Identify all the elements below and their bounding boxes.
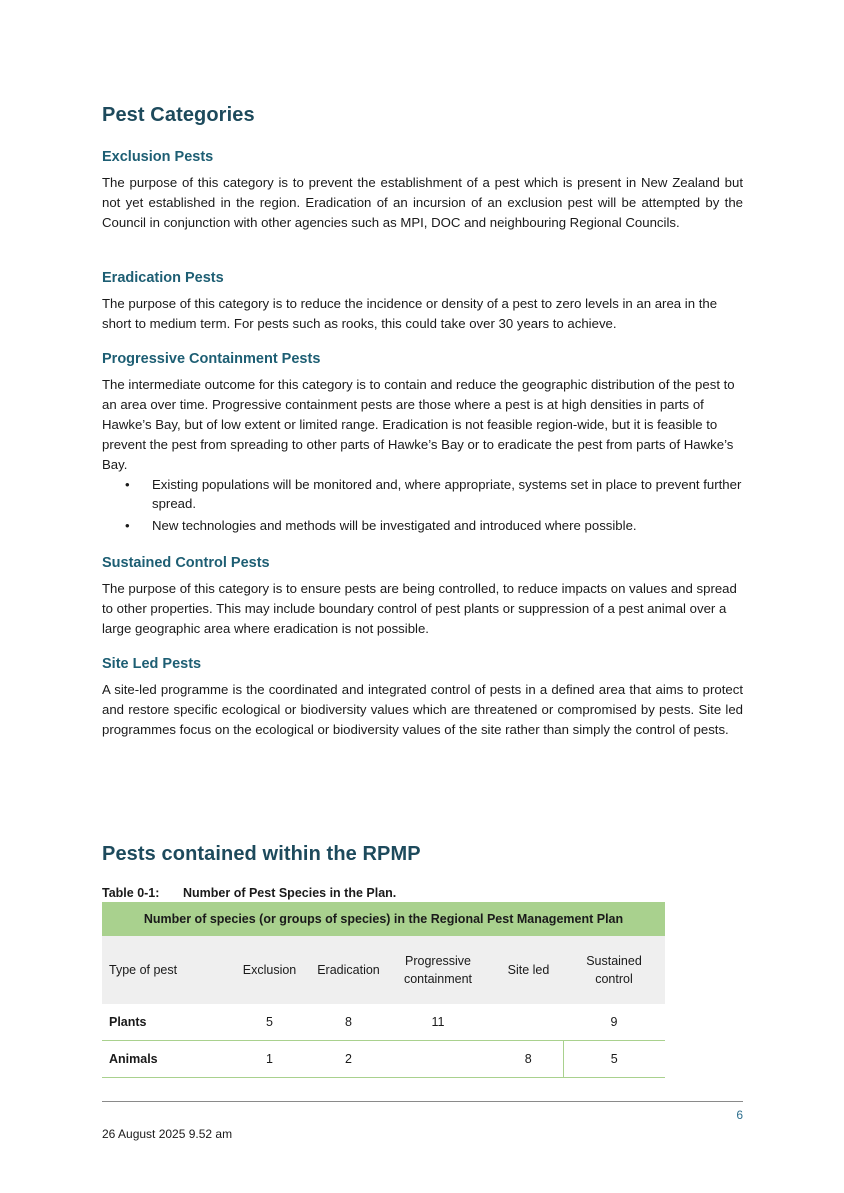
paragraph-eradication-pests: The purpose of this category is to reduce the incidence or density of a pest to zero levels in an area in the short to medium term. For pests such as rooks, this could take over 30 years to achieve. bbox=[102, 296, 718, 331]
table-row-animals bbox=[102, 1041, 665, 1078]
column-header-sustained-line-2: control bbox=[595, 972, 633, 986]
paragraph-sustained-control-pests: The purpose of this category is to ensure pests are being controlled, to reduce impacts on values and spread to other properties. This may include boundary control of pest plants or suppression of a pest animal over a large geographic area where eradication is not possible. bbox=[102, 581, 737, 636]
cell-site-led bbox=[494, 1004, 563, 1041]
row-label: Plants bbox=[102, 1004, 224, 1041]
row-label: Animals bbox=[102, 1041, 224, 1078]
bullet-icon: • bbox=[125, 477, 130, 492]
table-caption bbox=[102, 886, 396, 900]
column-header-exclusion: Exclusion bbox=[224, 936, 315, 1004]
progressive-containment-bullet-list bbox=[102, 475, 743, 538]
column-header-progressive-line-1: Progressive bbox=[405, 954, 471, 968]
cell-progressive: 11 bbox=[382, 1004, 494, 1041]
paragraph-site-led-pests: A site-led programme is the coordinated and integrated control of pests in a defined area that aims to protect and restore specific ecological or biodiversity values which are threatened or compromised by pests. Site led programmes focus on the ecological or biodiversity values of the site rather than simply the control of pests. bbox=[102, 682, 743, 737]
heading-progressive-containment-pests: Progressive Containment Pests bbox=[102, 351, 321, 367]
column-header-type: Type of pest bbox=[102, 936, 224, 1004]
section-title-pest-categories: Pest Categories bbox=[102, 104, 255, 126]
cell-site-led: 8 bbox=[494, 1041, 563, 1078]
footer-divider bbox=[102, 1101, 743, 1102]
table-caption-number: Table 0-1: bbox=[102, 886, 160, 900]
column-header-site-led: Site led bbox=[494, 936, 563, 1004]
cell-eradication: 8 bbox=[315, 1004, 382, 1041]
pest-species-table bbox=[102, 902, 665, 1078]
bullet-icon: • bbox=[125, 518, 130, 533]
heading-exclusion-pests: Exclusion Pests bbox=[102, 149, 214, 165]
section-title-pests-in-rpmp: Pests contained within the RPMP bbox=[102, 843, 421, 865]
cell-eradication: 2 bbox=[315, 1041, 382, 1078]
paragraph-exclusion-pests: The purpose of this category is to prevent the establishment of a pest which is present in New Zealand but not yet established in the region. Eradication of an incursion of an exclusion pest will be attempted by the Council in conjunction with other agencies such as MPI, DOC and neighbouring Regional Councils. bbox=[102, 175, 743, 230]
list-item bbox=[102, 516, 743, 535]
list-item bbox=[102, 475, 743, 513]
heading-site-led-pests: Site Led Pests bbox=[102, 656, 202, 672]
column-header-sustained-line-1: Sustained bbox=[586, 954, 642, 968]
heading-eradication-pests: Eradication Pests bbox=[102, 270, 224, 286]
heading-sustained-control-pests: Sustained Control Pests bbox=[102, 555, 270, 571]
table-header-row bbox=[102, 936, 665, 1004]
column-header-eradication: Eradication bbox=[315, 936, 382, 1004]
page-number: 6 bbox=[736, 1108, 743, 1122]
list-item-text: Existing populations will be monitored and, where appropriate, systems set in place to prevent further spread. bbox=[152, 477, 742, 511]
paragraph-progressive-containment-pests: The intermediate outcome for this category is to contain and reduce the geographic distribution of the pest to an area over time. Progressive containment pests are those where a pest is at high densities in parts of Hawke’s Bay, but of low extent or limited range. Eradication is not feasible region-wide, but it is feasible to prevent the pest from spreading to other parts of Hawke’s Bay or to eradicate the pest from parts of Hawke’s Bay. bbox=[102, 377, 735, 472]
cell-exclusion: 1 bbox=[224, 1041, 315, 1078]
table-caption-text: Number of Pest Species in the Plan. bbox=[183, 886, 397, 900]
cell-exclusion: 5 bbox=[224, 1004, 315, 1041]
column-header-sustained bbox=[563, 936, 665, 1004]
cell-sustained: 5 bbox=[563, 1041, 665, 1078]
table-band-title: Number of species (or groups of species) in the Regional Pest Management Plan bbox=[102, 902, 665, 936]
column-header-progressive-line-2: containment bbox=[403, 972, 473, 986]
table-band-row bbox=[102, 902, 665, 936]
cell-sustained: 9 bbox=[563, 1004, 665, 1041]
list-item-text: New technologies and methods will be investigated and introduced where possible. bbox=[152, 518, 637, 533]
table-row-plants bbox=[102, 1004, 665, 1041]
footer-timestamp: 26 August 2025 9.52 am bbox=[102, 1127, 233, 1141]
column-header-progressive bbox=[382, 936, 494, 1004]
cell-progressive bbox=[382, 1041, 494, 1078]
